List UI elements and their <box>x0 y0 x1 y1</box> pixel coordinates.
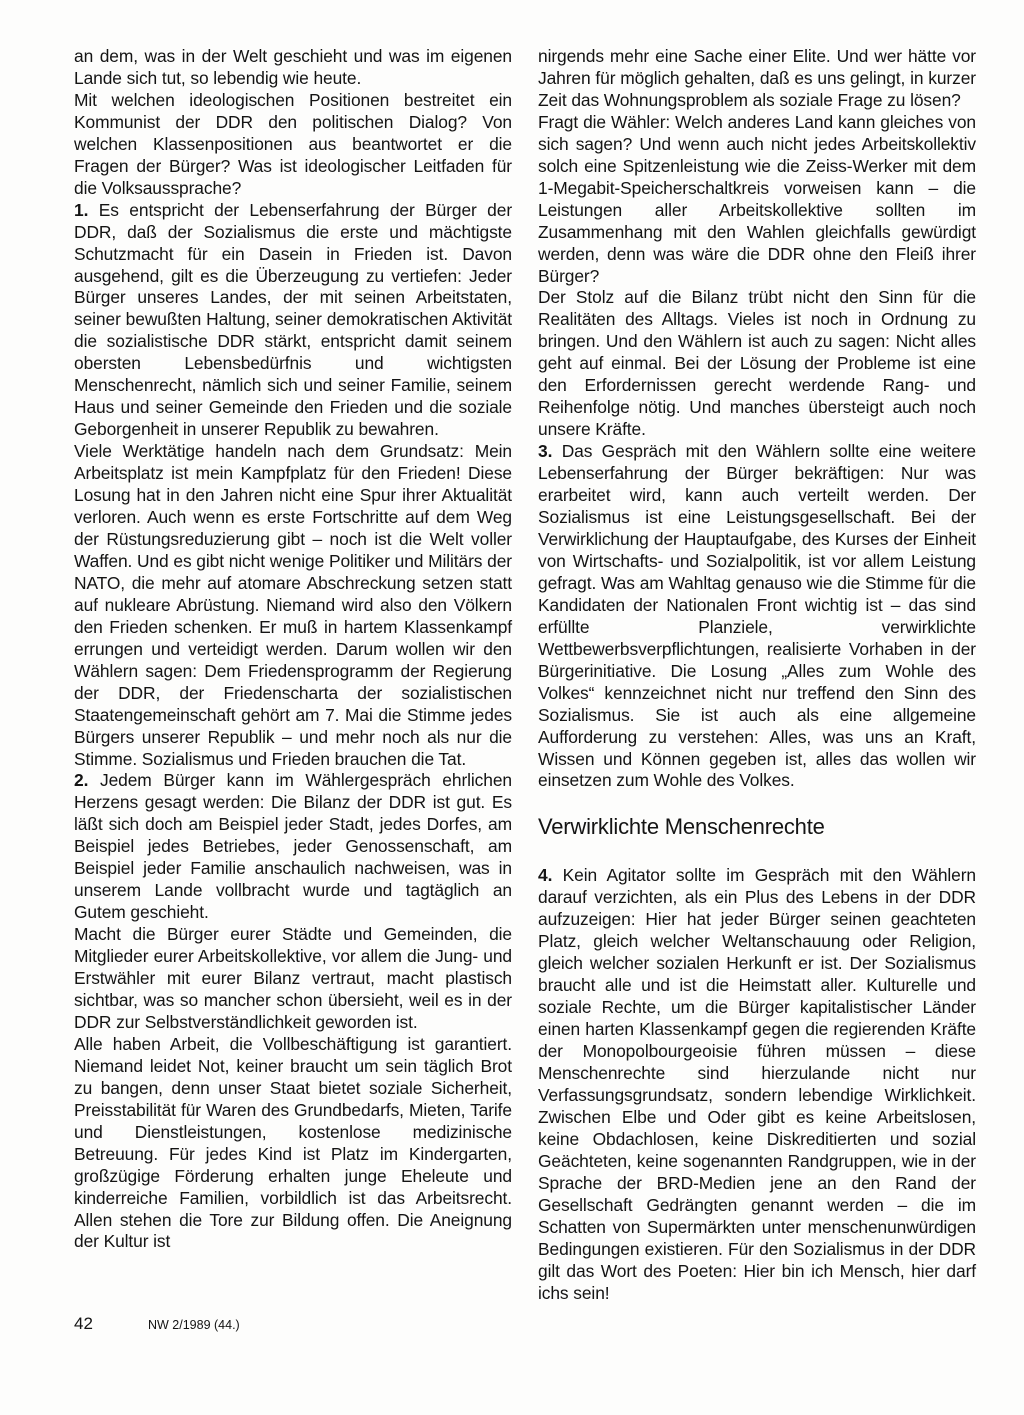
right-column <box>538 46 976 1304</box>
journal-reference: NW 2/1989 (44.) <box>148 1318 240 1332</box>
paragraph-point-2 <box>74 770 512 924</box>
paragraph-pride <box>538 287 976 441</box>
paragraph-text: Jedem Bürger kann im Wählergespräch ehrlichen Herzens gesagt werden: Die Bilanz der DDR ist gut. Es läßt sich doch am Beispiel jeder Stadt, jedes Dorfes, am Beispiel jedes Betriebes, jeder Genossenschaft, am Beispiel jeder Familie anschaulich nachweisen, was in unserem Lande vollbracht wurde und tagtäglich an Gutem geschieht. <box>74 770 512 923</box>
paragraph-intro-continuation <box>74 46 512 90</box>
page-footer <box>74 1314 240 1334</box>
paragraph-text: Es entspricht der Lebenserfahrung der Bürger der DDR, daß der Sozialismus die erste und mächtigste Schutzmacht für ein Dasein in Frieden ist. Davon ausgehend, gilt es die Überzeugung zu vertiefen: Jeder Bürger unseres Landes, der mit seinen Arbeitstaten, seiner bewußten Haltung, seiner demokratischen Aktivität die sozialistische DDR stärkt, entspricht damit seinem obersten Lebensbedürfnis und wichtigsten Menschenrecht, nämlich sich und seiner Familie, seinem Haus und seiner Gemeinde den Frieden und die soziale Geborgenheit in unserer Republik zu bewahren. <box>74 199 513 440</box>
paragraph-text: Fragt die Wähler: Welch anderes Land kann gleiches von sich sagen? Und wenn auch nicht jedes Arbeitskollektiv solch eine Spitzenleistung wie die Zeiss-Werker mit dem 1-Megabit-Speicherschaltkreis vorweisen kann – die Leistungen aller Arbeitskollektive sollten im Zusammenhang mit den Wahlen gleichfalls gewürdigt werden, denn was wäre die DDR ohne den Fleiß ihrer Bürger? <box>538 111 976 286</box>
paragraph-number: 4. <box>538 865 553 886</box>
paragraph-text: Macht die Bürger eurer Städte und Gemeinden, die Mitglieder eurer Arbeitskollektive, vor allem die Jung- und Erstwähler mit eurer Bilanz vertraut, macht plastisch sichtbar, was so mancher schon übersieht, weil es in der DDR zur Selbstverständlichkeit geworden ist. <box>74 924 512 1032</box>
paragraph-questions <box>74 90 512 200</box>
paragraph-text: Kein Agitator sollte im Gespräch mit den Wählern darauf verzichten, als ein Plus des Lebens in der DDR aufzuzeigen: Hier hat jeder Bürger seinen geachteten Platz, gleich welcher Weltanschauung oder Religion, gleich welcher sozialen Herkunft er ist. Der Sozialismus braucht alle und ist die Heimstatt aller. Kulturelle und soziale Rechte, um die Bürger kapitalistischer Länder einen harten Klassenkampf gegen die regierenden Kräfte der Monopolbourgeoisie führen müssen – diese Menschenrechte sind hierzulande nicht nur Verfassungsgrundsatz, sondern lebendige Wirklichkeit. Zwischen Elbe und Oder gibt es keine Arbeitslosen, keine Obdachlosen, keine Diskreditierten und sozial Geächteten, keine sogenannten Randgruppen, wie in der Sprache der BRD-Medien jene an den Rand der Gesellschaft Gedrängten genannt werden – die im Schatten von Supermärkten unter menschenunwürdigen Bedingungen existieren. Für den Sozialismus in der DDR gilt das Wort des Poeten: Hier bin ich Mensch, hier darf ichs sein! <box>538 865 976 1303</box>
page-number: 42 <box>74 1314 93 1333</box>
paragraph-number: 3. <box>538 441 553 462</box>
paragraph-text: Mit welchen ideologischen Positionen bestreitet ein Kommunist der DDR den politischen Dialog? Von welchen Klassenpositionen aus beantwortet er die Fragen der Bürger? Was ist ideologischer Leitfaden für die Volksaussprache? <box>74 89 512 198</box>
paragraph-text: Der Stolz auf die Bilanz trübt nicht den Sinn für die Realitäten des Alltags. Vieles ist noch in Ordnung zu bringen. Und den Wählern ist auch zu sagen: Nicht alles geht auf einmal. Bei der Lösung der Probleme ist eine den Erfordernissen gerecht werdende Rang- und Reihenfolge nötig. Und manches übersteigt auch noch unsere Kräfte. <box>538 287 976 440</box>
paragraph-peace-slogan <box>74 441 512 770</box>
paragraph-number: 1. <box>74 199 89 220</box>
paragraph-text: Viele Werktätige handeln nach dem Grundsatz: Mein Arbeitsplatz ist mein Kampfplatz für den Frieden! Diese Losung hat in den Jahren nicht eine Spur ihrer Aktualität verloren. Auch wenn es erste Fortschritte auf dem Weg der Rüstungsreduzierung gibt – noch ist die Welt voller Waffen. Und es gibt nicht wenige Politiker und Militärs der NATO, die mehr auf atomare Abschreckung setzen statt auf nukleare Abrüstung. Niemand wird also den Völkern den Frieden schenken. Er muß in hartem Klassenkampf errungen und verteidigt werden. Darum wollen wir den Wählern sagen: Dem Friedensprogramm der Regierung der DDR, der Friedenscharta der sozialistischen Staatengemeinschaft gehört am 7. Mai die Stimme jedes Bürgers unserer Republik – und mehr noch als nur die Stimme. Sozialismus und Frieden brauchen die Tat. <box>74 441 512 769</box>
paragraph-balance <box>74 924 512 1034</box>
section-heading: Verwirklichte Menschenrechte <box>538 814 825 840</box>
paragraph-social-security <box>74 1034 512 1254</box>
paragraph-point-3 <box>538 441 976 792</box>
paragraph-text: an dem, was in der Welt geschieht und was im eigenen Lande sich tut, so lebendig wie heute. <box>74 46 512 88</box>
paragraph-number: 2. <box>74 770 89 791</box>
paragraph-text: Alle haben Arbeit, die Vollbeschäftigung ist garantiert. Niemand leidet Not, keiner braucht um sein täglich Brot zu bangen, denn unser Staat bietet soziale Sicherheit, Preisstabilität für Waren des Grundbedarfs, Mieten, Tarife und Dienstleistungen, kostenlose medizinische Betreuung. Für jedes Kind ist Platz im Kindergarten, großzügige Förderung erhalten junge Eheleute und kinderreiche Familien, vorbildlich ist das Arbeitsrecht. Allen stehen die Tore zur Bildung offen. Die Aneignung der Kultur ist <box>74 1033 512 1252</box>
paragraph-text: Das Gespräch mit den Wählern sollte eine weitere Lebenserfahrung der Bürger bekräftigen: Nur was erarbeitet wird, kann auch verteilt werden. Der Sozialismus ist eine Leistungsgesellschaft. Bei der Verwirklichung der Hauptaufgabe, des Kurses der Einheit von Wirtschafts- und Sozialpolitik, ist vor allem Leistung gefragt. Was am Wahltag genauso wie die Stimme für die Kandidaten der Nationalen Front wichtig ist – das sind erfüllte Planziele, verwirklichte Wettbewerbsverpflichtungen, realisierte Vorhaben in der Bürgerinitiative. Die Losung „Alles zum Wohle des Volkes“ kennzeichnet nicht nur treffend den Sinn des Sozialismus. Sie ist auch als eine allgemeine Aufforderung zu verstehen: Alles, was uns an Kraft, Wissen und Können gegeben ist, alles das wollen wir einsetzen zum Wohle des Volkes. <box>538 441 976 791</box>
paragraph-ask-voters <box>538 112 976 288</box>
paragraph-point-1 <box>74 200 512 441</box>
paragraph-text: nirgends mehr eine Sache einer Elite. Und wer hätte vor Jahren für möglich gehalten, daß es uns gelingt, in kurzer Zeit das Wohnungsproblem als soziale Frage zu lösen? <box>538 46 976 110</box>
paragraph-point-4 <box>538 865 976 1304</box>
left-column <box>74 46 512 1253</box>
paragraph-elite <box>538 46 976 112</box>
